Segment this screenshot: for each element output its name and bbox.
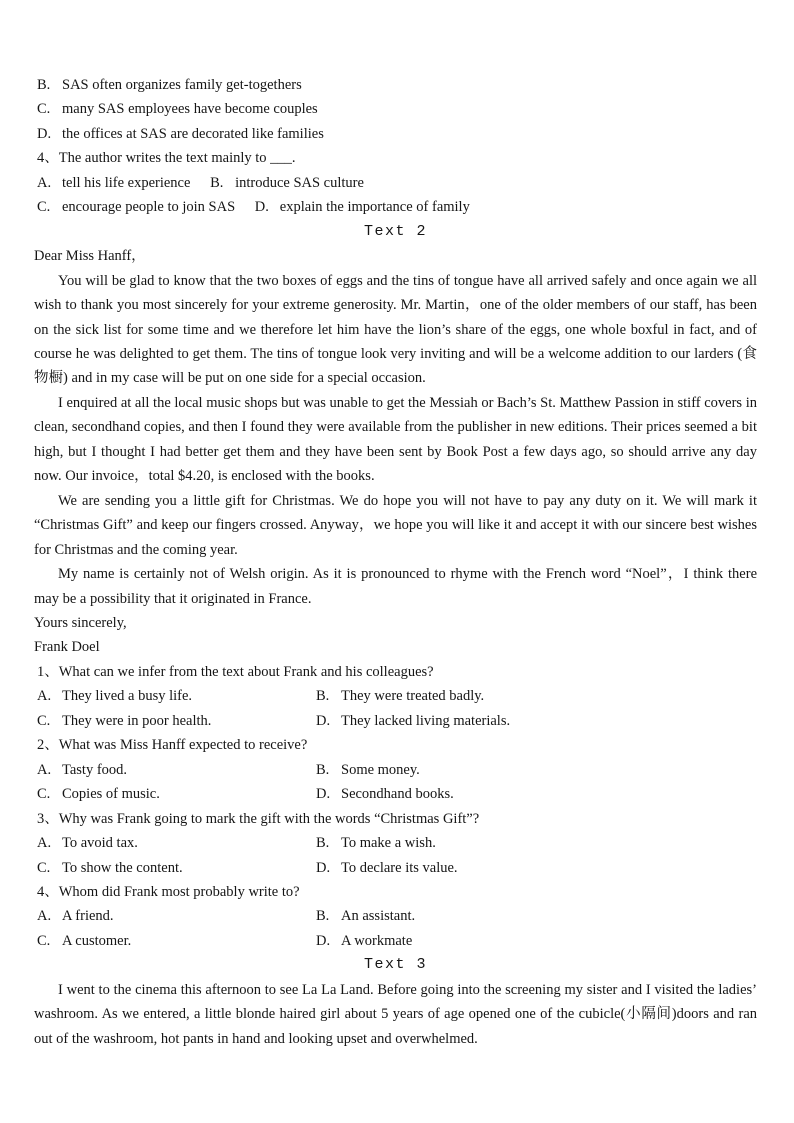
text3-paragraph: I went to the cinema this afternoon to see La La Land. Before going into the screening my sister and I visited the ladies’ washroom. As we entered, a little blonde haired girl about 5 years of age opened one of the cubicle(小隔间)doors and ran out of the washroom, hot pants in hand and looking upset and overwhelmed. [34, 981, 757, 1047]
option-label: B. [210, 174, 224, 191]
text3-heading: Text 3 [363, 956, 427, 974]
option [316, 831, 436, 855]
option-label: A. [37, 174, 52, 191]
option [316, 709, 510, 733]
option-label: D. [316, 712, 331, 729]
option-text: To make a wish. [341, 835, 436, 852]
option-text: A customer. [62, 932, 132, 949]
option-text: A workmate [341, 932, 413, 949]
option-text: explain the importance of family [279, 199, 470, 216]
option-text: encourage people to join SAS [62, 199, 236, 216]
option-text: Secondhand books. [341, 786, 454, 803]
option-text: They were in poor health. [62, 712, 212, 729]
option-row [34, 929, 757, 953]
option [37, 856, 316, 880]
option-row [34, 782, 757, 806]
option-text: A friend. [62, 908, 114, 925]
option [37, 904, 316, 928]
option-label: C. [37, 101, 51, 118]
option [37, 831, 316, 855]
option-text: SAS often organizes family get-togethers [62, 77, 302, 93]
option-row [34, 684, 757, 708]
option-text: They lacked living materials. [341, 712, 511, 729]
option-label: A. [37, 835, 52, 852]
option-row [34, 856, 757, 880]
option-line [34, 73, 757, 97]
option [37, 709, 316, 733]
option-label: B. [316, 835, 330, 852]
option-row [34, 904, 757, 928]
option-text: many SAS employees have become couples [62, 101, 318, 118]
option-row [34, 831, 757, 855]
option-label: C. [37, 786, 51, 803]
option [316, 758, 420, 782]
option-label: D. [316, 786, 331, 803]
option [37, 684, 316, 708]
question-stem: 2、What was Miss Hanff expected to receive? [37, 737, 308, 754]
option-label: A. [37, 761, 52, 778]
option [316, 929, 412, 953]
question-stem: 1、What can we infer from the text about Frank and his colleagues? [37, 663, 434, 680]
letter-paragraph: You will be glad to know that the two boxes of eggs and the tins of tongue have all arrived safely and once again we all wish to thank you most sincerely for your extreme generosity. Mr. Martin，one of the older members of our staff, has been on the sick list for some time and we therefore let him have the lion’s share of the eggs, one whole boxful in fact, and of course he was delighted to get them. The tins of tongue look very inviting and will be a welcome addition to our larders (食物橱) and in my case will be put on one side for a special occasion. [34, 272, 757, 387]
letter-salutation: Dear Miss Hanff， [34, 248, 146, 265]
option [316, 684, 484, 708]
option [37, 175, 190, 191]
option-label: B. [316, 761, 330, 778]
option-text: Some money. [341, 761, 420, 778]
option [316, 782, 454, 806]
option-label: A. [37, 688, 52, 705]
text2-heading: Text 2 [363, 222, 427, 240]
option-label: D. [316, 932, 331, 949]
letter-closing: Yours sincerely, [34, 614, 127, 631]
option [316, 904, 415, 928]
option-row [34, 709, 757, 733]
option-text: They were treated badly. [341, 688, 485, 705]
option-label: A. [37, 908, 52, 925]
option-label: D. [316, 859, 331, 876]
option [316, 856, 458, 880]
option-row [34, 195, 757, 219]
option-text: Copies of music. [62, 786, 160, 803]
option-label: D. [254, 199, 269, 216]
option-label: C. [37, 859, 51, 876]
option-label: D. [37, 125, 52, 142]
option-text: Tasty food. [62, 761, 128, 778]
option-text: An assistant. [341, 908, 416, 925]
option-text: tell his life experience [62, 174, 191, 191]
letter-signature: Frank Doel [34, 639, 100, 656]
option-label: C. [37, 712, 51, 729]
option-line [34, 97, 757, 121]
option-label: B. [316, 688, 330, 705]
option-text: They lived a busy life. [62, 688, 193, 705]
option [37, 758, 316, 782]
question-stem: 4、The author writes the text mainly to ___. [37, 150, 296, 167]
question-stem: 3、Why was Frank going to mark the gift with the words “Christmas Gift”? [37, 810, 480, 827]
question-stem: 4、Whom did Frank most probably write to? [37, 883, 300, 900]
option-line [34, 122, 757, 146]
option [37, 199, 235, 215]
letter-paragraph: I enquired at all the local music shops but was unable to get the Messiah or Bach’s St. Matthew Passion in stiff covers in clean, secondhand copies, and then I found they were available from the publisher in new editions. Their prices seemed a bit high, but I thought I had better get them and they have been sent by Book Post a few days ago, so should arrive any day now. Our invoice，total $4.20, is enclosed with the books. [34, 394, 757, 485]
option [37, 782, 316, 806]
option [255, 199, 470, 215]
option-row [34, 171, 757, 195]
option-label: B. [316, 908, 330, 925]
option [37, 929, 316, 953]
option-label: C. [37, 199, 51, 216]
letter-paragraph: We are sending you a little gift for Christmas. We do hope you will not have to pay any duty on it. We will mark it “Christmas Gift” and keep our fingers crossed. Anyway，we hope you will like it and accept it with our sincere best wishes for Christmas and the coming year. [34, 492, 757, 558]
option-row [34, 758, 757, 782]
option-label: C. [37, 932, 51, 949]
option-text: the offices at SAS are decorated like families [62, 125, 324, 142]
option-text: introduce SAS culture [235, 174, 364, 191]
option-text: To avoid tax. [62, 835, 138, 852]
option-text: To show the content. [62, 859, 183, 876]
option-label: B. [37, 77, 51, 93]
letter-paragraph: My name is certainly not of Welsh origin. As it is pronounced to rhyme with the French word “Noel”，I think there may be a possibility that it originated in France. [34, 566, 757, 607]
option-text: To declare its value. [341, 859, 458, 876]
option [210, 175, 364, 191]
